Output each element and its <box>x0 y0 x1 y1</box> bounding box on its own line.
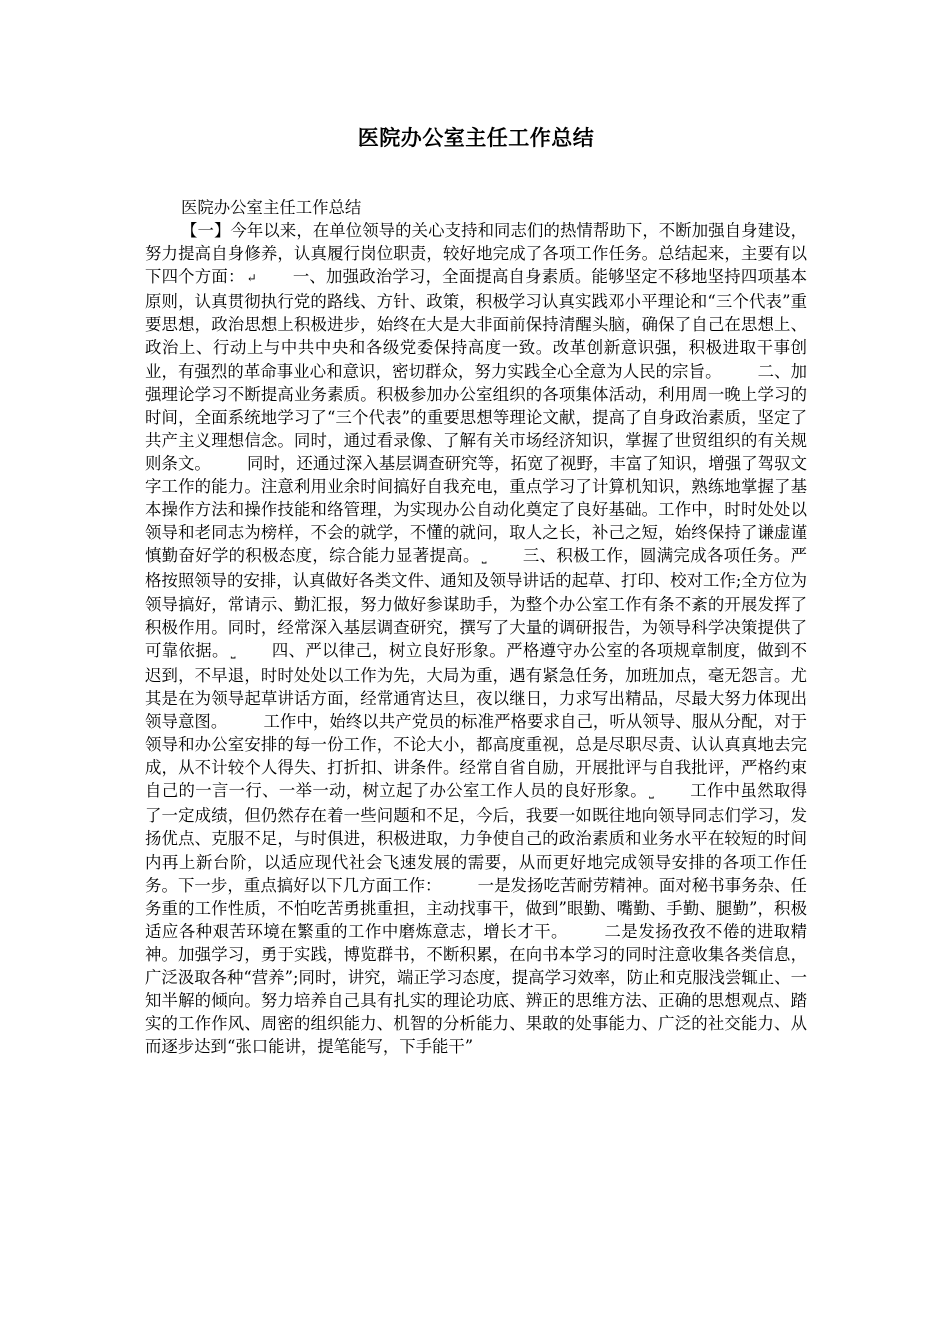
line-break-mark-icon: ⎵ <box>649 785 654 800</box>
body-segment-2: 一、加强政治学习，全面提高自身素质。能够坚定不移地坚持四项基本原则，认真贯彻执行党的路线、方针、政策，积极学习认真实践邓小平理论和“三个代表”重要思想，政治思想上积极进步，始终在大是大非面前保持清醒头脑，确保了自己在思想上、政治上、行动上与中共中央和各级党委保持高度一致。改革创新意识强，积极进取干事创业，有强烈的革命事业心和意识，密切群众，努力实践全心全意为人民的宗旨。 <box>145 267 808 381</box>
body-segment-7: 工作中，始终以共产党员的标准严格要求自己，听从领导、服从分配，对于领导和办公室安排的每一份工作，不论大小，都高度重视，总是尽职尽责、认认真真地去完成，从不计较个人得失、打折扣、讲条件。经常自省自励，开展批评与自我批评，严格约束自己的一言一行、一举一动，树立起了办公室工作人员的良好形象。 <box>145 711 808 801</box>
line-break-mark-icon: ⎵ <box>481 550 487 565</box>
document-page <box>145 0 807 1058</box>
body-segment-5: 三、积极工作，圆满完成各项任务。严格按照领导的安排，认真做好各类文件、通知及领导讲话的起草、打印、校对工作;全方位为领导搞好，常请示、勤汇报，努力做好参谋助手，为整个办公室工作有条不紊的开展发挥了积极作用。同时，经常深入基层调查研究，撰写了大量的调研报告，为领导科学决策提供了可靠依据。 <box>145 546 808 660</box>
document-title: 医院办公室主任工作总结 <box>357 125 595 150</box>
paragraph-mark-icon: ↵ <box>246 271 257 286</box>
document-subtitle: 医院办公室主任工作总结 <box>181 198 362 217</box>
document-body <box>145 219 807 1058</box>
body-segment-3: 二、加强理论学习不断提高业务素质。积极参加办公室组织的各项集体活动，利用周一晚上学习的时间，全面系统地学习了“三个代表”的重要思想等理论文献，提高了自身政治素质，坚定了共产主义理想信念。同时，通过看录像、了解有关市场经济知识，掌握了世贸组织的有关规则条文。 <box>145 361 807 473</box>
line-break-mark-icon: ⎵ <box>230 644 236 659</box>
body-segment-10: 二是发扬孜孜不倦的进取精神。加强学习，勇于实践，博览群书，不断积累，在向书本学习的同时注意收集各类信息，广泛汲取各种“营养”;同时，讲究，端正学习态度，提高学习效率，防止和克服浅尝辄止、一知半解的倾向。努力培养自己具有扎实的理论功底、辨正的思维方法、正确的思想观点、踏实的工作作风、周密的组织能力、机智的分析能力、果敢的处事能力、广泛的社交能力、从而逐步达到“张口能讲，提笔能写，下手能干” <box>145 921 808 1057</box>
body-segment-1: 【一】今年以来，在单位领导的关心支持和同志们的热情帮助下，不断加强自身建设，努力提高自身修养，认真履行岗位职责，较好地完成了各项工作任务。总结起来，主要有以下四个方面： <box>145 221 807 287</box>
body-segment-4: 同时，还通过深入基层调查研究等，拓宽了视野，丰富了知识，增强了驾驭文字工作的能力。注意利用业余时间搞好自我充电，重点学习了计算机知识，熟练地掌握了基本操作方法和操作技能和络管理，为实现办公自动化奠定了良好基础。工作中，时时处处以领导和老同志为榜样，不会的就学，不懂的就问，取人之长，补己之短，始终保持了谦虚谨慎勤奋好学的积极态度，综合能力显著提高。 <box>145 453 808 566</box>
body-segment-6: 四、严以律己，树立良好形象。严格遵守办公室的各项规章制度，做到不迟到，不早退，时时处处以工作为先，大局为重，遇有紧急任务，加班加点，毫无怨言。尤其是在为领导起草讲话方面，经常通宵达旦，夜以继日，力求写出精品，尽最大努力体现出领导意图。 <box>145 640 808 731</box>
body-segment-9: 一是发扬吃苦耐劳精神。面对秘书事务杂、任务重的工作性质，不怕吃苦勇挑重担，主动找事干，做到”眼勤、嘴勤、手勤、腿勤”，积极适应各种艰苦环境在繁重的工作中磨炼意志，增长才干。 <box>145 875 808 941</box>
body-segment-8: 工作中虽然取得了一定成绩，但仍然存在着一些问题和不足，今后，我要一如既往地向领导同志们学习，发扬优点、克服不足，与时俱进，积极进取，力争使自己的政治素质和业务水平在较短的时间内再上新台阶，以适应现代社会飞速发展的需要，从而更好地完成领导安排的各项工作任务。下一步，重点搞好以下几方面工作： <box>145 781 808 895</box>
